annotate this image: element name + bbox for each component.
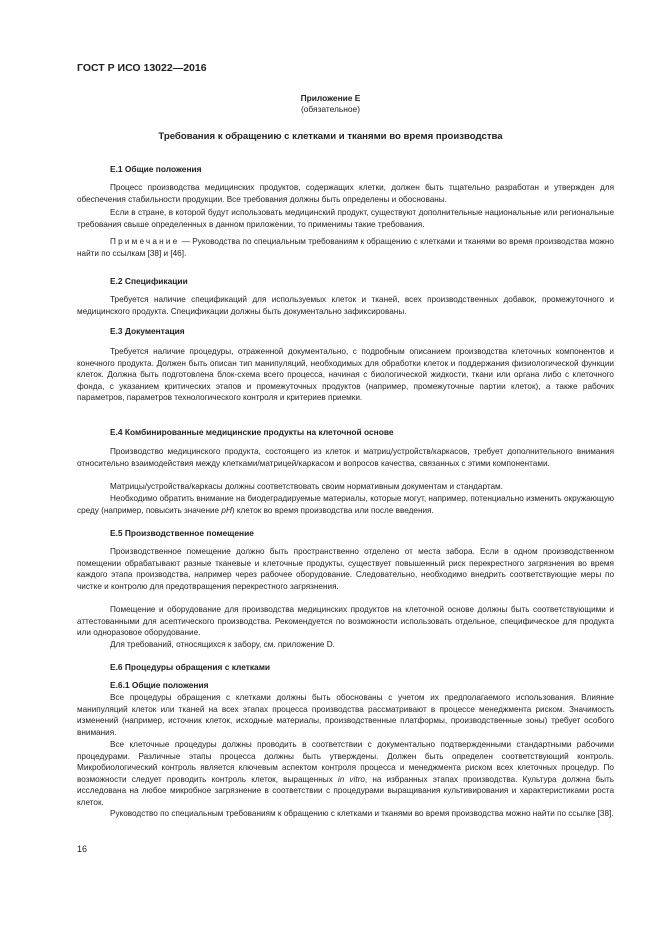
paragraph: Помещение и оборудование для производства медицинских продуктов на клеточной основе должны быть соответствующими и аттестованными для асептического производства. Рекомендуется по возможности использовать отдельное, специфическое для продукта или одноразовое оборудование.	[77, 605, 614, 638]
paragraph: Все процедуры обращения с клетками должны быть обоснованы с учетом их предполагаемого использования. Влияние манипуляций клеток или тканей на всех этапах процесса производства рассматривают в процессе менеджмента риском. Значимость изменений (например, источник клеток, исходные материалы, производственные платформы, производственные зоны) требует особого внимания.	[77, 693, 614, 737]
paragraph: Если в стране, в которой будут использовать медицинский продукт, существуют дополнительные национальные или региональные требования свыше определенных в данном приложении, то применимы такие требования.	[77, 208, 614, 229]
text-fragment: Необходимо обратить внимание на биодеградируемые материалы, которые могут, например, потенциально изменить окружающую среду (например, повысить значение	[77, 494, 614, 515]
appendix-type: (обязательное)	[300, 104, 360, 114]
subsection-heading-e6-1: Е.6.1 Общие положения	[110, 680, 209, 690]
appendix-title: Требования к обращению с клетками и тканями во время производства	[158, 131, 503, 142]
page-number: 16	[77, 844, 88, 854]
note-label: Примечание	[110, 237, 180, 246]
paragraph: Требуется наличие процедуры, отраженной документально, с подробным описанием производства клеточных компонентов и конечного продукта. Должен быть описан тип манипуляций, необходимых для обработки клеток и поддержания физиологической функции клеток. Должна быть подготовлена блок-схема всего процесса, начиная с биологической жидкости, ткани или органа либо с клеточного фонда, с указанием критических этапов и промежуточных продуктов (например, промежуточные партии клеток), а также рабочих параметров, параметров технологического контроля и критериев приемки.	[77, 347, 614, 403]
appendix-label: Приложение Е	[300, 93, 361, 103]
section-heading-e5: Е.5 Производственное помещение	[110, 528, 254, 538]
paragraph: Производственное помещение должно быть пространственно отделено от места забора. Если в одном производственном помещении обрабатывают разные тканевые и клеточные продукты, существует повышенный риск перекрестного загрязнения во время каждого этапа производства, например через рабочее оборудование. Следовательно, необходимо внедрить соответствующие меры по чистке и контролю для предотвращения перекрестного загрязнения.	[77, 547, 614, 591]
paragraph: Руководство по специальным требованиям к обращению с клетками и тканями во время производства можно найти по ссылке [38].	[110, 809, 614, 818]
paragraph: Для требований, относящихся к забору, см. приложение D.	[110, 640, 335, 649]
paragraph: Требуется наличие спецификаций для используемых клеток и тканей, всех производственных добавок, промежуточного и медицинского продукта. Спецификации должны быть документально зафиксированы.	[77, 295, 614, 316]
text-fragment: ) клеток во время производства или после введения.	[231, 505, 434, 515]
section-heading-e1: Е.1 Общие положения	[110, 164, 202, 174]
text-fragment: , на избранных этапах производства. Культура должна быть исследована на любое микробное загрязнение в соответствии с процедурами выращивания культивирования и характеристиками роста клеток.	[77, 774, 614, 807]
section-heading-e6: Е.6 Процедуры обращения с клетками	[110, 662, 271, 672]
paragraph	[77, 493, 614, 516]
note-paragraph	[77, 236, 614, 259]
italic-term: pH	[221, 505, 232, 515]
text-fragment: Все клеточные процедуры должны проводить в соответствии с документально подтвержденными стандартными рабочими процедурами. Различные этапы процесса должны быть утверждены. Должен быть определен соответствующий контроль. Микробиологический контроль является ключевым аспектом контроля процесса и менеджмента риском всех клеточных процедур. По возможности следует проводить контроль клеток, выращенных	[77, 740, 614, 784]
paragraph: Производство медицинского продукта, состоящего из клеток и матриц/устройств/каркасов, требует дополнительного внимания относительно взаимодействия между клетками/матрицей/каркасом и вопросов качества, связанных с этими компонентами.	[77, 447, 614, 468]
note-text: — Руководства по специальным требованиям к обращению с клетками и тканями во время производства можно найти по ссылкам [38] и [46].	[77, 237, 614, 258]
section-heading-e4: Е.4 Комбинированные медицинские продукты на клеточной основе	[110, 427, 394, 437]
italic-term: in vitro	[337, 774, 365, 784]
paragraph: Процесс производства медицинских продуктов, содержащих клетки, должен быть тщательно разработан и утвержден для обеспечения стабильности продукции. Все требования должны быть определены и обоснованы.	[77, 183, 614, 204]
section-heading-e2: Е.2 Спецификации	[110, 276, 188, 286]
paragraph: Матрицы/устройства/каркасы должны соответствовать своим нормативным документам и стандартам.	[110, 482, 503, 491]
document-header: ГОСТ Р ИСО 13022—2016	[77, 62, 207, 74]
paragraph	[77, 739, 614, 809]
section-heading-e3: Е.3 Документация	[110, 326, 185, 336]
